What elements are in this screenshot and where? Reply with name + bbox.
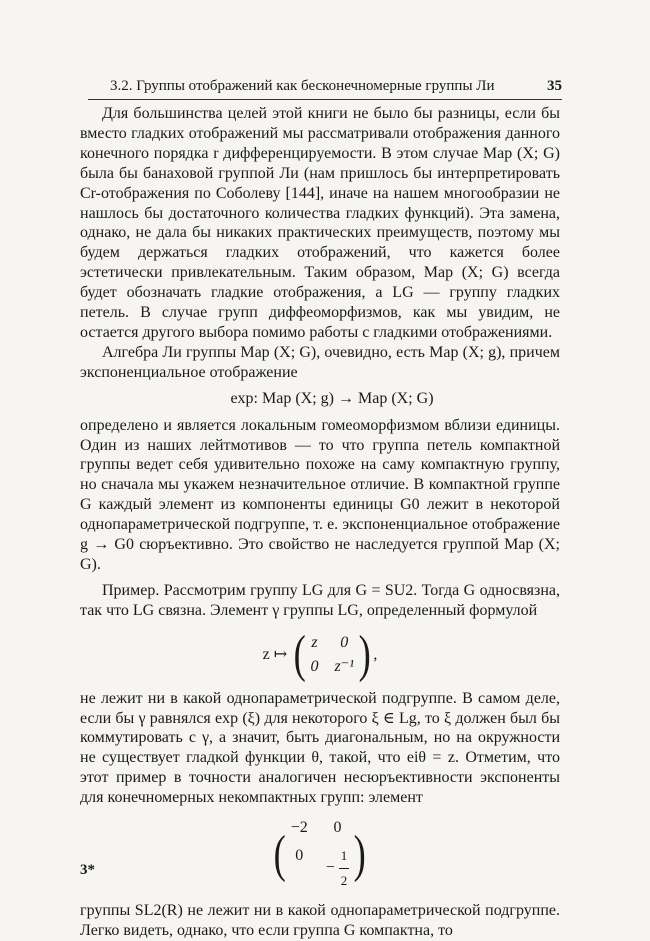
- paragraph-5: группы SL2(R) не лежит ни в какой однопараметрической подгруппе. Легко видеть, однако, что если группа G компактна, то: [80, 902, 560, 939]
- paragraph-3: определено и является локальным гомеоморфизмом вблизи единицы. Один из наших лейтмотивов — то что группа петель компактной группы ведет себя удивительно похоже на саму компактную группу, но сначала мы укажем незначительное отличие. В компактной группе G каждый элемент из компоненты единицы G0 лежит в некоторой однопараметрической подгруппе, т. е. экспоненциальное отображение g → G0 сюръективно. Это свойство не наследуется группой Map (X; G).: [80, 416, 560, 573]
- exp-formula: exp: Map (X; g) → Map (X; G): [230, 389, 434, 407]
- fraction: $\frac{1}{2}$: [339, 844, 350, 893]
- sl2-matrix: [289, 816, 352, 893]
- paragraph-example: Пример. Рассмотрим группу LG для G = SU2. Тогда G односвязна, так что LG связна. Элемент γ группы LG, определенный формулой: [80, 581, 560, 619]
- gamma-matrix: [309, 632, 356, 678]
- gamma-matrix-formula: [80, 625, 560, 683]
- right-paren: ): [358, 625, 371, 683]
- running-title: 3.2. Группы отображений как бесконечномерные группы Ли: [110, 78, 495, 94]
- matrix-cell: z: [311, 633, 318, 651]
- matrix-cell: 0: [310, 657, 319, 675]
- page-body: [80, 104, 560, 941]
- matrix-suffix: ,: [373, 645, 378, 663]
- matrix-cell: 0: [333, 819, 342, 837]
- paragraph-2: Алгебра Ли группы Map (X; G), очевидно, есть Map (X; g), причем экспоненциальное отображение: [80, 343, 560, 381]
- header-rule: [88, 99, 562, 100]
- matrix-cell: 0: [295, 847, 304, 865]
- page-number: 35: [547, 78, 562, 94]
- matrix-prefix: z ↦: [262, 645, 288, 663]
- matrix-cell: 0: [340, 633, 349, 651]
- paragraph-4: не лежит ни в какой однопараметрической подгруппе. В самом деле, если бы γ равнялся exp (ξ) для некоторого ξ ∈ Lg, то ξ должен был бы коммутировать с γ, а значит, быть диагональным, но на окружности не существует гладкой функции θ, такой, что eiθ = z. Отметим, что этот пример в точности аналогичен несюръективности экспоненты для конечномерных некомпактных групп: элемент: [80, 689, 560, 807]
- right-paren: ): [353, 825, 367, 883]
- left-paren: (: [273, 825, 287, 883]
- sl2-matrix-formula: [80, 816, 560, 893]
- paragraph-1: Для большинства целей этой книги не было бы разницы, если бы вместо гладких отображений мы рассматривали отображения данного конечного порядка r дифференцируемости. В этом случае Map (X; G) была бы банаховой группой Ли (нам пришлось бы интерпретировать Cr-отображения по Соболеву [144], иначе на нашем многообразии не нашлось бы достаточного количества гладких функций). Эта замена, однако, не дала бы никаких практических преимуществ, поэтому мы будем держаться гладких отображений, что кажется более эстетически привлекательным. Таким образом, Map (X; G) всегда будет обозначать гладкие отображения, а LG — группу гладких петель. В случае групп диффеоморфизмов, как мы увидим, не остается другого выбора помимо работы с гладкими отображениями.: [80, 105, 560, 341]
- signature-mark: 3*: [80, 862, 95, 878]
- matrix-cell: − $\frac{1}{2}$: [326, 844, 350, 893]
- left-paren: (: [293, 625, 306, 683]
- matrix-cell: z⁻¹: [334, 657, 354, 675]
- matrix-cell: −2: [290, 819, 308, 837]
